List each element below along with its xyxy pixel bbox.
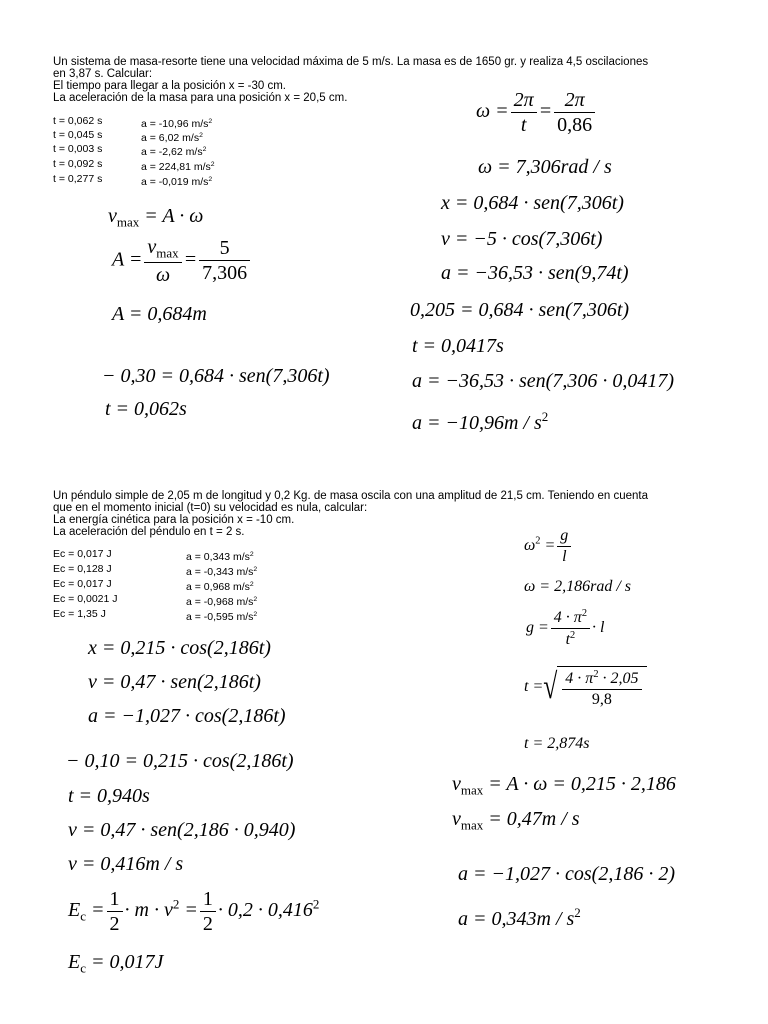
omega-value: ω = 7,306rad / s [478,156,612,178]
option-a: a = 6,02 $m/s^2$ [141,132,203,145]
kinetic-energy-equation: $E_c$ = $\frac{1}{2}$ · $m \cdot v^2$ = $\frac{1}{2}$ · $0,2 \cdot 0,416^2$ [68,888,320,935]
omega-equation: ω = $\frac{2\pi}{t}$ = $\frac{2\pi}{0,86}$ [476,89,597,136]
option-ec: Ec = 0,0021 J [53,593,118,605]
velocity-function: v = −5 · cos(7,306t) [441,228,603,250]
problem2-statement [53,490,721,538]
acceleration-function: a = −36,53 · sen(9,74t) [441,262,629,284]
omega-value: ω = 2,186rad / s [524,578,631,595]
gravity-equation: g = $\frac{4 \cdot \pi^2}{t^2}$ · l [526,608,605,649]
option-ec: Ec = 0,017 J [53,578,112,590]
fraction: $\frac{5}{7,306}$ [199,237,250,284]
position-equation: − 0,10 = 0,215 · cos(2,186t) [66,750,294,772]
option-a: a = -0,343 $m/s^2$ [186,566,258,579]
omega-squared-equation: $\omega^2$ = $\frac{g}{l}$ [524,527,573,565]
period-value: t = 2,874s [524,735,590,752]
statement-line: que en el momento inicial (t=0) su velocidad es nula, calcular: [53,502,368,514]
position-function: x = 0,684 · sen(7,306t) [441,192,624,214]
fraction: $\frac{v_{max}}{\omega}$ [144,236,181,286]
velocity-function: v = 0,47 · sen(2,186t) [88,671,261,693]
vmax-equation: $v_{max} = A \cdot \omega$ [108,205,204,230]
option-t: t = 0,003 s [53,143,103,155]
problem1-statement [53,56,721,104]
statement-line: La aceleración de la masa para una posición x = 20,5 cm. [53,92,348,104]
time-result: t = 0,062s [105,398,187,420]
option-ec: Ec = 0,128 J [53,563,112,575]
vmax-equation: $v_{max} = A \cdot \omega = 0,215 \cdot 2,186$ [452,773,676,798]
option-a: a = 224,81 $m/s^2$ [141,161,215,174]
option-a: a = -0,595 $m/s^2$ [186,611,258,624]
statement-line: Un sistema de masa-resorte tiene una velocidad máxima de 5 m/s. La masa es de 1650 gr. y realiza 4,5 oscilaciones [53,56,649,68]
option-t: t = 0,277 s [53,173,103,185]
acceleration-result: $a = -10,96m / s^2$ [412,409,549,434]
acceleration-substitution: a = −1,027 · cos(2,186 · 2) [458,863,675,885]
acceleration-substitution: a = −36,53 · sen(7,306 · 0,0417) [412,370,674,392]
square-root: √ $\frac{4 \cdot \pi^2 \cdot 2,05}{9,8}$ [543,666,646,708]
option-a: a = -2,62 $m/s^2$ [141,146,207,159]
velocity-substitution: v = 0,47 · sen(2,186 · 0,940) [68,819,296,841]
fraction: $\frac{2\pi}{t}$ [511,89,537,136]
option-a: a = -10,96 $m/s^2$ [141,118,213,131]
fraction: $\frac{2\pi}{0,86}$ [554,89,595,136]
amplitude-equation: A = $\frac{v_{max}}{\omega}$ = $\frac{5}{7,306}$ [112,236,252,286]
statement-line: Un péndulo simple de 2,05 m de longitud y 0,2 Kg. de masa oscila con una amplitud de 21,5 cm. Teniendo en cuenta [53,490,648,502]
position-function: x = 0,215 · cos(2,186t) [88,637,271,659]
option-a: a = 0,968 $m/s^2$ [186,581,254,594]
option-t: t = 0,062 s [53,115,103,127]
velocity-result: v = 0,416m / s [68,853,184,875]
option-ec: Ec = 0,017 J [53,548,112,560]
time-result-2: t = 0,0417s [412,335,504,357]
time-result: t = 0,940s [68,785,150,807]
vmax-result: $v_{max} = 0,47m / s$ [452,808,580,833]
option-ec: Ec = 1,35 J [53,608,106,620]
acceleration-function: a = −1,027 · cos(2,186t) [88,705,286,727]
acceleration-result: $a = 0,343m / s^2$ [458,905,581,930]
option-t: t = 0,092 s [53,158,103,170]
position-equation: − 0,30 = 0,684 · sen(7,306t) [102,365,330,387]
statement-line: en 3,87 s. Calcular: [53,68,153,80]
period-equation: t =√ $\frac{4 \cdot \pi^2 \cdot 2,05}{9,8}$ [524,666,647,708]
kinetic-energy-result: $E_c = 0,017J$ [68,951,164,976]
amplitude-result: A = 0,684m [112,303,207,325]
option-a: a = 0,343 $m/s^2$ [186,551,254,564]
statement-line: El tiempo para llegar a la posición x = -30 cm. [53,80,286,92]
statement-line: La energía cinética para la posición x = -10 cm. [53,514,295,526]
statement-line: La aceleración del péndulo en t = 2 s. [53,526,245,538]
option-t: t = 0,045 s [53,129,103,141]
option-a: a = -0,019 $m/s^2$ [141,176,213,189]
position-equation-2: 0,205 = 0,684 · sen(7,306t) [410,299,630,321]
option-a: a = -0,968 $m/s^2$ [186,596,258,609]
